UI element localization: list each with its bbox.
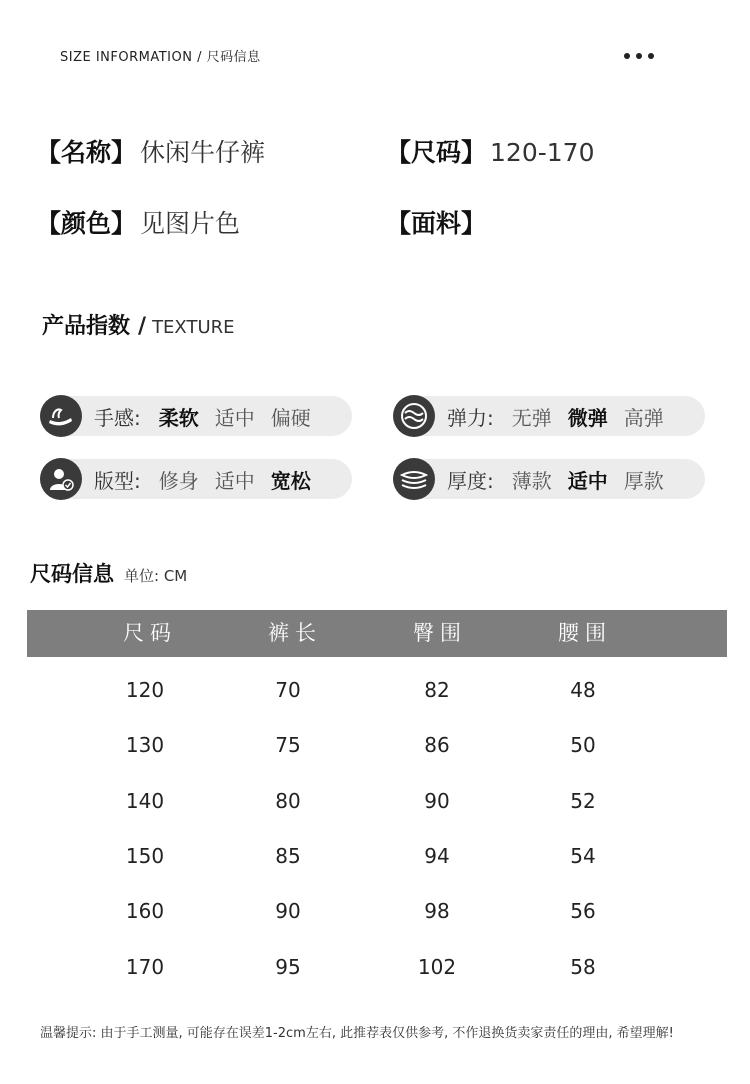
table-cell: 82 <box>424 678 450 702</box>
size-table-header-cell: 裤长 <box>268 621 322 645</box>
size-table-header-cell: 尺码 <box>123 621 177 645</box>
page-header-title: SIZE INFORMATION / 尺码信息 <box>60 50 261 65</box>
texture-thickness-option-1: 薄款 <box>511 468 552 493</box>
texture-feel-label: 手感: <box>94 405 141 430</box>
table-cell: 140 <box>125 789 165 813</box>
info-size-key: 【尺码】 <box>386 138 487 167</box>
texture-fit-row <box>94 459 327 499</box>
texture-feel-option-3: 偏硬 <box>270 405 311 430</box>
table-cell: 170 <box>125 955 165 979</box>
table-cell: 70 <box>275 678 301 702</box>
info-color-key: 【颜色】 <box>36 209 137 238</box>
dot <box>636 53 642 59</box>
table-cell: 94 <box>424 844 450 868</box>
texture-fit-option-3: 宽松 <box>270 468 311 493</box>
table-cell: 75 <box>275 733 301 757</box>
table-cell: 85 <box>275 844 301 868</box>
texture-thickness-label: 厚度: <box>447 468 494 493</box>
size-table-header <box>27 610 727 657</box>
table-cell: 58 <box>570 955 596 979</box>
texture-feel-option-1: 柔软 <box>158 405 199 430</box>
texture-separator: / <box>138 314 147 339</box>
table-cell: 95 <box>275 955 301 979</box>
texture-fit-option-2: 适中 <box>214 468 255 493</box>
table-cell: 80 <box>275 789 301 813</box>
texture-feel-row <box>94 396 327 436</box>
texture-elasticity-label: 弹力: <box>447 405 494 430</box>
spring-icon <box>393 395 435 437</box>
texture-elasticity-option-2: 微弹 <box>567 405 608 430</box>
table-cell: 56 <box>570 899 596 923</box>
table-cell: 90 <box>424 789 450 813</box>
texture-title-en: TEXTURE <box>152 317 235 338</box>
info-color-value: 见图片色 <box>140 209 241 238</box>
disclaimer-note: 温馨提示: 由于手工测量, 可能存在误差1-2cm左右, 此推荐表仅供参考, 不作退换货卖家责任的理由, 希望理解! <box>40 1026 674 1041</box>
info-name-key: 【名称】 <box>36 138 137 167</box>
texture-elasticity-row <box>447 396 680 436</box>
info-name <box>36 138 265 168</box>
texture-thickness-row <box>447 459 680 499</box>
texture-title-zh: 产品指数 <box>42 314 131 339</box>
person-check-icon <box>40 458 82 500</box>
table-cell: 50 <box>570 733 596 757</box>
texture-fit-label: 版型: <box>94 468 141 493</box>
info-size <box>386 138 594 168</box>
info-color <box>36 209 240 239</box>
texture-elasticity-option-1: 无弹 <box>511 405 552 430</box>
dot <box>648 53 654 59</box>
hand-icon <box>40 395 82 437</box>
table-cell: 102 <box>417 955 457 979</box>
table-cell: 90 <box>275 899 301 923</box>
size-table-header-cell: 腰围 <box>558 621 612 645</box>
size-table-header-cell: 臀围 <box>413 621 467 645</box>
size-table-heading <box>30 558 187 588</box>
table-cell: 120 <box>125 678 165 702</box>
info-fabric-key: 【面料】 <box>386 209 487 238</box>
table-cell: 160 <box>125 899 165 923</box>
texture-fit-option-1: 修身 <box>158 468 199 493</box>
table-cell: 54 <box>570 844 596 868</box>
table-cell: 48 <box>570 678 596 702</box>
info-name-value: 休闲牛仔裤 <box>140 138 266 167</box>
size-table-title: 尺码信息 <box>30 562 114 586</box>
table-cell: 130 <box>125 733 165 757</box>
info-size-value: 120-170 <box>490 138 595 167</box>
fabric-layers-icon <box>393 458 435 500</box>
texture-thickness-option-3: 厚款 <box>623 468 664 493</box>
texture-elasticity-option-3: 高弹 <box>623 405 664 430</box>
dot <box>624 53 630 59</box>
table-cell: 150 <box>125 844 165 868</box>
table-cell: 52 <box>570 789 596 813</box>
table-cell: 86 <box>424 733 450 757</box>
size-table-unit: 单位: CM <box>124 567 188 585</box>
more-options-icon[interactable] <box>624 53 654 59</box>
texture-heading <box>42 309 235 340</box>
table-cell: 98 <box>424 899 450 923</box>
texture-thickness-option-2: 适中 <box>567 468 608 493</box>
texture-feel-option-2: 适中 <box>214 405 255 430</box>
info-fabric <box>386 209 490 239</box>
